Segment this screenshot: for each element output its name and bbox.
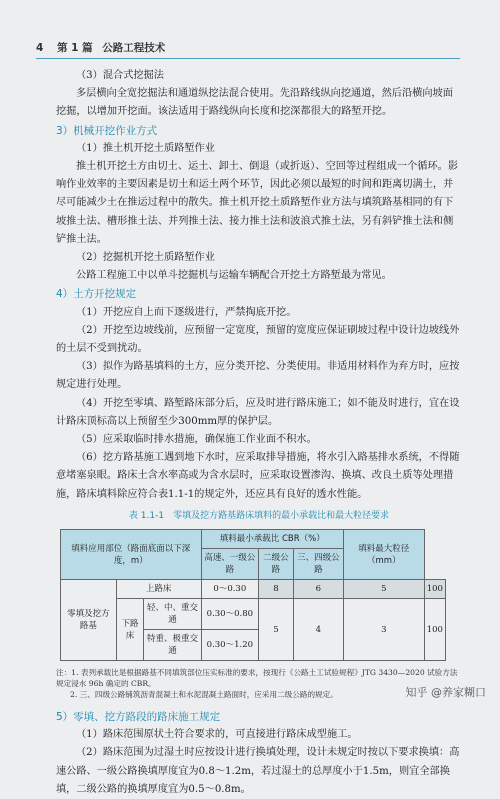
rule-item: （2）开挖至边坡线前，应预留一定宽度，预留的宽度应保证刷坡过程中设计边坡线外的土层不受到扰动。 <box>56 324 460 355</box>
lower-heavy-depth: 0.30～1.20 <box>201 630 259 661</box>
table-cell: 6 <box>293 580 343 599</box>
rule-item: （1）路床范围原状土符合要求的，可直接进行路床成型施工。 <box>76 729 358 741</box>
lower-light-depth: 0.30～0.80 <box>201 599 259 630</box>
section-heading-mechanical: 3）机械开挖作业方式 <box>56 124 158 137</box>
rule-item: （1）开挖应自上而下逐级进行，严禁掏底开挖。 <box>76 306 297 318</box>
header-depth: 填料应用部位（路面底面以下深度，m） <box>61 530 202 580</box>
note-1: 注：1. 表列承载比是根据路基不同填筑部位压实标准的要求，按现行《公路土工试验规程》JTG 3430—2020 试验方法规定浸水 96h 确定的 CBR。 <box>56 668 458 689</box>
table-cell: 4 <box>293 599 343 661</box>
paragraph: 公路工程施工中以单斗挖掘机与运输车辆配合开挖土方路堑最为常见。 <box>76 270 392 282</box>
lower-bed-label: 下路床 <box>116 599 144 661</box>
subheading-mixed: （3）混合式挖掘法 <box>76 70 164 81</box>
upper-bed-label: 上路床 <box>116 580 201 599</box>
rule-item: （5）应采取临时排水措施，确保施工作业面不积水。 <box>76 434 317 446</box>
table-cell: 100 <box>424 599 445 661</box>
section-heading-rules: 4）土方开挖规定 <box>56 288 137 301</box>
header-highway: 高速、一级公路 <box>201 549 259 580</box>
chapter-title: 公路工程技术 <box>102 42 166 54</box>
traffic-light: 轻、中、重交通 <box>144 599 201 630</box>
page-header <box>36 40 165 55</box>
rule-item: （2）路床范围为过湿土时应按设计进行换填处理，设计未规定时按以下要求换填：高速公路、一级公路换填厚度宜为0.8～1.2m，若过湿土的总厚度小于1.5m，则宜全部换填，二级公路的换填厚度宜为0.5～0.8m。 <box>56 747 460 795</box>
subheading-bulldozer: （1）推土机开挖土质路堑作业 <box>76 142 215 154</box>
paragraph: 推土机开挖土方由切土、运土、卸土、倒退（或折返）、空回等过程组成一个循环。影响作业效率的主要因素是切土和运土两个环节，因此必须以最短的时间和距离切满土，并尽可能减少土在推运过程中的散失。推土机开挖土质路堑作业方法与填筑路基相同的有下坡推土法、槽形推土法、并列推土法、接力推土法和波浪式推土法，另有斜铲推土法和侧铲推土法。 <box>56 161 459 245</box>
chapter-label: 第 1 篇 <box>56 42 93 54</box>
rule-item: （4）开挖至零填、路堑路床部分后，应及时进行路床施工；如不能及时进行，宜在设计路床顶标高以上预留至少300mm厚的保护层。 <box>56 397 460 427</box>
main-text <box>56 67 462 799</box>
table-cell: 5 <box>259 599 294 661</box>
header-max-size: 填料最大粒径（mm） <box>343 530 424 580</box>
watermark: 知乎 @养家糊口 <box>405 686 486 699</box>
rule-item: （3）拟作为路基填料的土方，应分类开挖、分类使用。非适用材料作为弃方时，应按规定进行处理。 <box>56 361 460 391</box>
upper-bed-depth: 0～0.30 <box>201 580 259 599</box>
rule-item: （6）挖方路基施工遇到地下水时，应采取排导措施，将水引入路基排水系统，不得随意堵塞泉眼。路床土含水率高或为含水层时，应采取设置渗沟、换填、改良土质等处理措施，路床填料除应符合表1.1-1的规定外，还应具有良好的透水性能。 <box>56 452 460 500</box>
section-heading-subgrade: 5）零填、挖方路段的路床施工规定 <box>56 711 221 724</box>
table-caption: 表 1.1-1 零填及挖方路基路床填料的最小承载比和最大粒径要求 <box>128 510 390 521</box>
traffic-heavy: 特重、极重交通 <box>144 630 201 661</box>
paragraph: 多层横向全宽挖掘法和通道纵挖法混合使用。先沿路线纵向挖通道，然后沿横向坡面挖掘，以增加开挖面。该法适用于路线纵向长度和挖深都很大的路堑开挖。 <box>56 88 453 118</box>
header-cbr: 填料最小承载比 CBR（%） <box>201 530 343 549</box>
table-notes <box>56 667 462 700</box>
header-rule <box>36 58 460 59</box>
row-group-label: 零填及挖方路基 <box>61 580 117 661</box>
cbr-table <box>60 529 446 661</box>
page-number: 4 <box>36 42 44 54</box>
subheading-excavator: （2）挖掘机开挖土质路堑作业 <box>76 252 215 264</box>
note-2: 2. 三、四级公路铺筑沥青混凝土和水泥混凝土路面时，应采用二级公路的规定。 <box>70 690 338 700</box>
table-cell: 8 <box>259 580 294 599</box>
table-cell: 5 <box>343 580 424 599</box>
header-grade2: 二级公路 <box>259 549 294 580</box>
table-cell: 100 <box>424 580 445 599</box>
header-grade34: 三、四级公路 <box>293 549 343 580</box>
table-cell: 3 <box>343 599 424 661</box>
